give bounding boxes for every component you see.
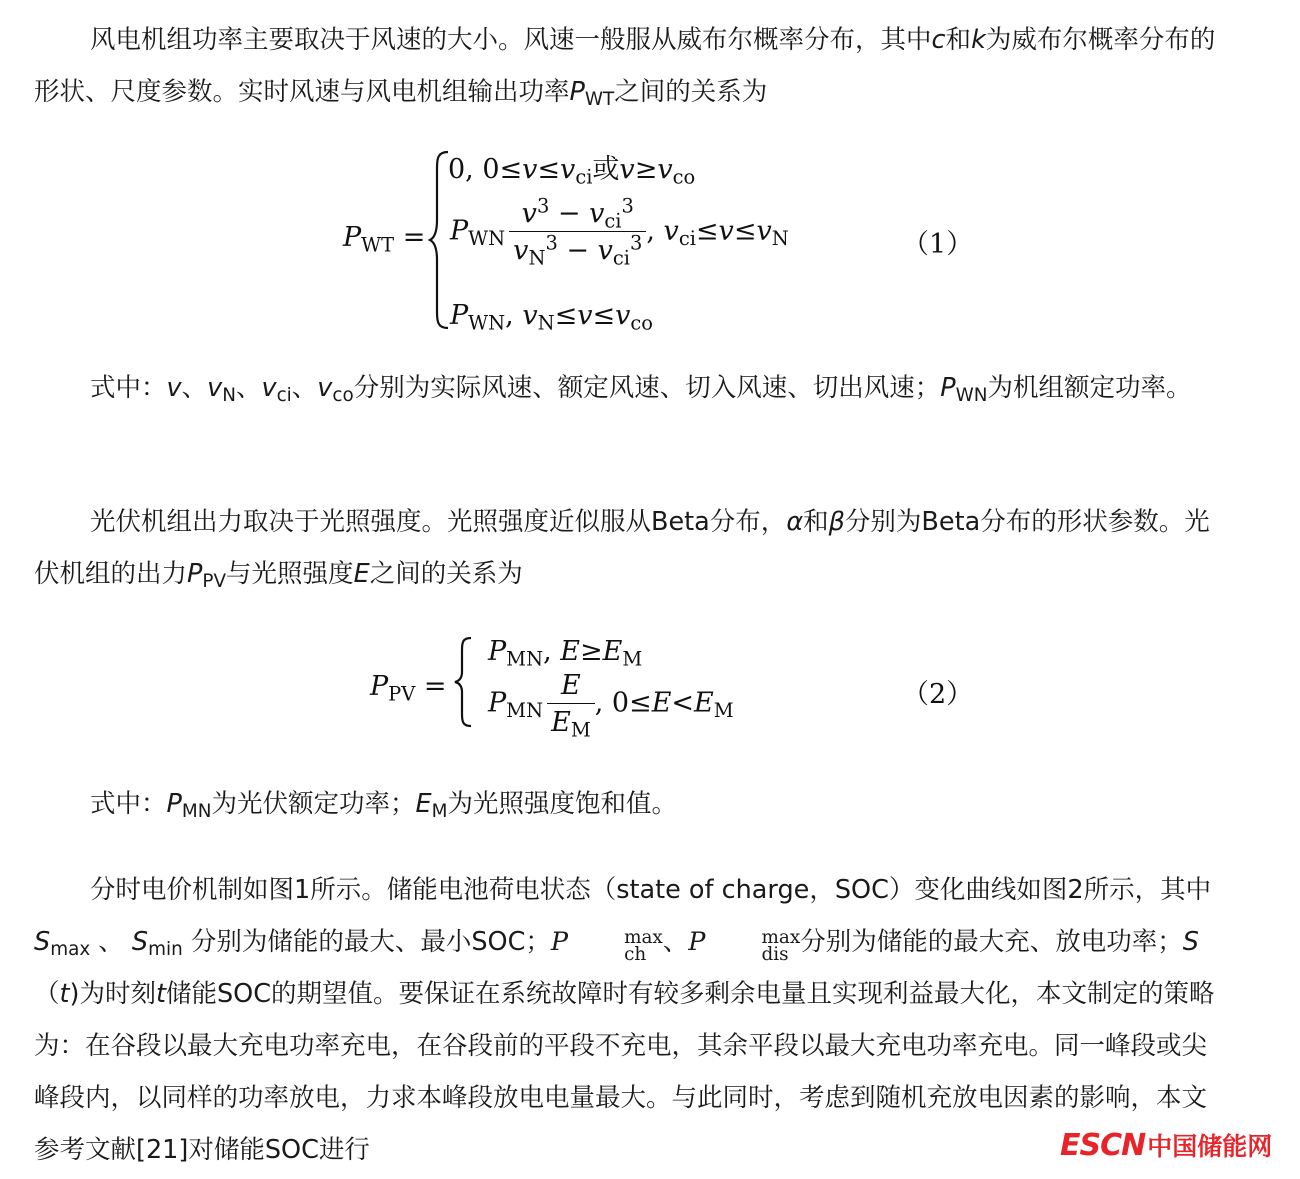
var-c: c — [931, 25, 946, 55]
equation-number-1: （1） — [902, 229, 974, 260]
var-k: k — [971, 25, 986, 55]
left-brace-eq2 — [452, 636, 474, 728]
eq2-case-1: $P_{MN}$, $E\ge E_M$ — [488, 636, 643, 671]
paragraph-wind-power: 风电机组功率主要取决于风速的大小。风速一般服从威布尔概率分布，其中c和k为威布尔概率分布的形状、尺度参数。实时风速与风电机组输出功率$P_{WT}$之间的关系为 — [34, 25, 1216, 111]
eq1-case-3: $P_{WN}$, $v_N\le v\le v_{co}$ — [450, 300, 653, 335]
eq1-case-2: $P_{WN}$ $\frac{v^3 - v_{ci}^3}{v_N^3 - v_{ci}^3}$ , $v_{ci}\le v\le v_N$ — [450, 194, 789, 270]
eq1-case-1: 0, $0\le v\le v_{ci}$或$v\ge v_{co}$ — [448, 154, 696, 189]
escn-watermark-logo: ESCN 中国储能网 — [1060, 1124, 1272, 1166]
paragraph-tou-price: 分时电价机制如图1所示。储能电池荷电状态（state of charge，SOC）变化曲线如图2所示，其中 $S_{max}$ 、 $S_{min}$ 分别为储能的最大、最小SOC；P max ch 、P max dis 分别为储能的最大充、放电功率；S（t)为时刻t储能SOC的期望值。要保证在系统故障时有较多剩余电量且实现利益最大化，本文制定的策略为：在谷段以最大充电功率充电，在谷段前的平段不充电，其余平段以最大充电功率充电。同一峰段或尖峰段内，以同样的功率放电，力求本峰段放电电量最大。与此同时，考虑到随机充放电因素的影响，本文参考文献[21]对储能SOC进行 — [34, 875, 1215, 1165]
left-brace-eq1 — [428, 150, 450, 330]
eq1-lhs: $P_{WT}$ = — [343, 222, 426, 257]
equation-number-2: （2） — [902, 679, 974, 710]
paragraph-pv-power: 光伏机组出力取决于光照强度。光照强度近似服从Beta分布，α和β分别为Beta分布的形状参数。光伏机组的出力$P_{PV}$与光照强度E之间的关系为 — [34, 507, 1210, 593]
eq2-lhs: $P_{PV}$ = — [370, 671, 447, 706]
paragraph-pv-symbols: 式中：$P_{MN}$为光伏额定功率；$E_M$为光照强度饱和值。 — [90, 789, 677, 823]
eq2-case-2: $P_{MN}$ $\frac{E}{E_M}$ , $0\le E<E_M$ — [488, 670, 734, 742]
paragraph-wind-symbols: 式中：v、$v_N$、$v_{ci}$、$v_{co}$分别为实际风速、额定风速、切入风速、切出风速；$P_{WN}$为机组额定功率。 — [90, 373, 1192, 407]
